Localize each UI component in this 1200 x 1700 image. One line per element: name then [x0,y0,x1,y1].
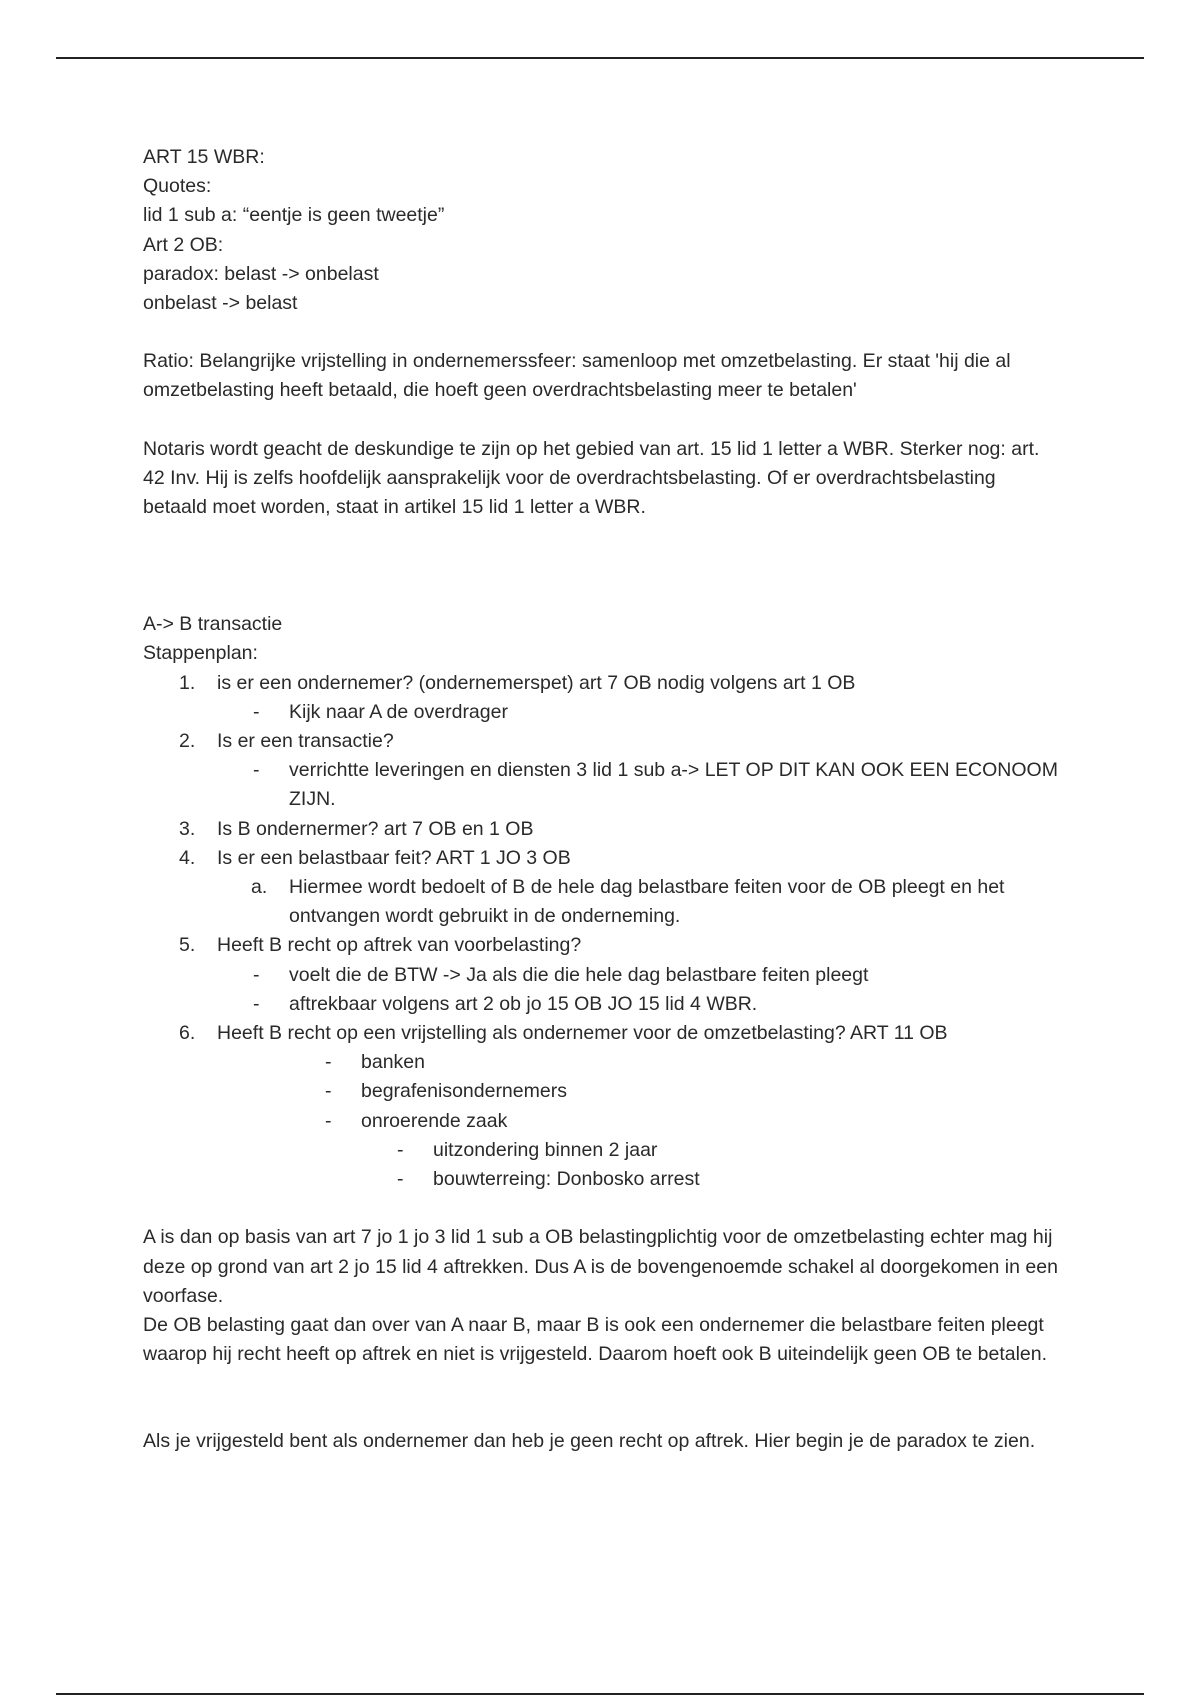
list-subitem [143,1077,1063,1106]
subitem-text: Hiermee wordt bedoelt of B de hele dag belastbare feiten voor de OB pleegt en het ontvangen wordt gebruikt in de onderneming. [289,876,1005,928]
list-subitem [143,1107,1063,1136]
dash-bullet: - [253,992,260,1015]
subitem-text: begrafenisondernemers [361,1080,567,1103]
conclusion-paragraph-1: A is dan op basis van art 7 jo 1 jo 3 lid 1 sub a OB belastingplichtig voor de omzetbelasting echter mag hij deze op grond van art 2 jo 15 lid 4 aftrekken. Dus A is de bovengenoemde schakel al doorgekomen in een voorfase. [143,1226,1058,1307]
list-item-step-5 [143,931,1063,960]
ratio-paragraph: Ratio: Belangrijke vrijstelling in ondernemerssfeer: samenloop met omzetbelasting. Er staat 'hij die al omzetbelasting heeft betaald, die hoeft geen overdrachtsbelasting meer te betalen' [143,350,1011,402]
step-text: Is er een transactie? [217,730,394,753]
plan-title: Stappenplan: [143,642,258,665]
notaris-paragraph: Notaris wordt geacht de deskundige te zijn op het gebied van art. 15 lid 1 letter a WBR. Sterker nog: art. 42 Inv. Hij is zelfs hoofdelijk aansprakelijk voor de overdrachtsbelasting. Of er overdrachtsbelasting betaald moet worden, staat in artikel 15 lid 1 letter a WBR. [143,437,1040,519]
step-number: 5. [179,934,196,957]
subitem-text: aftrekbaar volgens art 2 ob jo 15 OB JO 15 lid 4 WBR. [289,992,758,1015]
bottom-rule [56,1693,1144,1695]
step-number: 4. [179,846,196,869]
dash-bullet: - [325,1109,332,1132]
list-subitem [143,961,1063,990]
quotes-label: Quotes: [143,175,212,198]
conclusion-paragraph-2: De OB belasting gaat dan over van A naar B, maar B is ook een ondernemer die belastbare feiten pleegt waarop hij recht heeft op aftrek en niet is vrijgesteld. Daarom hoeft ook B uiteindelijk geen OB te betalen. [143,1313,1048,1366]
step-list [143,669,1063,1195]
final-paragraph: Als je vrijgesteld bent als ondernemer dan heb je geen recht op aftrek. Hier begin je de paradox te zien. [143,1430,1036,1453]
header-block [143,143,1063,318]
subitem-text: banken [361,1051,425,1074]
step-number: 3. [179,817,196,840]
paradox-line-1: paradox: belast -> onbelast [143,262,379,285]
list-subitem [143,1048,1063,1077]
heading-art15: ART 15 WBR: [143,146,265,168]
subitem-text: voelt die de BTW -> Ja als die die hele dag belastbare feiten pleegt [289,963,869,986]
quote-line: lid 1 sub a: “eentje is geen tweetje” [143,204,445,227]
dash-bullet: - [325,1051,332,1074]
list-item-step-2 [143,727,1063,756]
list-subitem [143,756,1063,814]
dash-bullet: - [253,700,260,723]
list-subitem [143,873,1063,931]
subsubitem-text: bouwterreing: Donbosko arrest [433,1168,700,1191]
paradox-line-2: onbelast -> belast [143,292,298,315]
list-item-step-3 [143,815,1063,844]
step-text: is er een ondernemer? (ondernemerspet) art 7 OB nodig volgens art 1 OB [217,671,856,694]
step-number: 2. [179,730,196,753]
dash-bullet: - [325,1080,332,1103]
list-subsubitem [143,1165,1063,1194]
document-body [143,143,1063,1457]
list-item-step-1 [143,669,1063,698]
subitem-text: verrichtte leveringen en diensten 3 lid 1 sub a-> LET OP DIT KAN OOK EEN ECONOOM ZIJN. [289,759,1058,811]
subitem-text: Kijk naar A de overdrager [289,700,508,723]
step-number: 6. [179,1022,196,1045]
transaction-title: A-> B transactie [143,613,283,636]
top-rule [56,57,1144,59]
letter-marker: a. [251,876,268,899]
list-subitem [143,698,1063,727]
step-text: Heeft B recht op aftrek van voorbelasting? [217,934,582,957]
step-text: Is er een belastbaar feit? ART 1 JO 3 OB [217,846,571,869]
step-text: Heeft B recht op een vrijstelling als ondernemer voor de omzetbelasting? ART 11 OB [217,1022,948,1045]
art2-label: Art 2 OB: [143,233,224,256]
list-item-step-6 [143,1019,1063,1048]
dash-bullet: - [253,759,260,782]
step-number: 1. [179,671,196,694]
step-text: Is B ondernermer? art 7 OB en 1 OB [217,817,534,840]
dash-bullet: - [397,1138,404,1161]
dash-bullet: - [397,1168,404,1191]
subsubitem-text: uitzondering binnen 2 jaar [433,1138,658,1161]
list-subsubitem [143,1136,1063,1165]
subitem-text: onroerende zaak [361,1109,508,1132]
list-subitem [143,990,1063,1019]
list-item-step-4 [143,844,1063,873]
dash-bullet: - [253,963,260,986]
